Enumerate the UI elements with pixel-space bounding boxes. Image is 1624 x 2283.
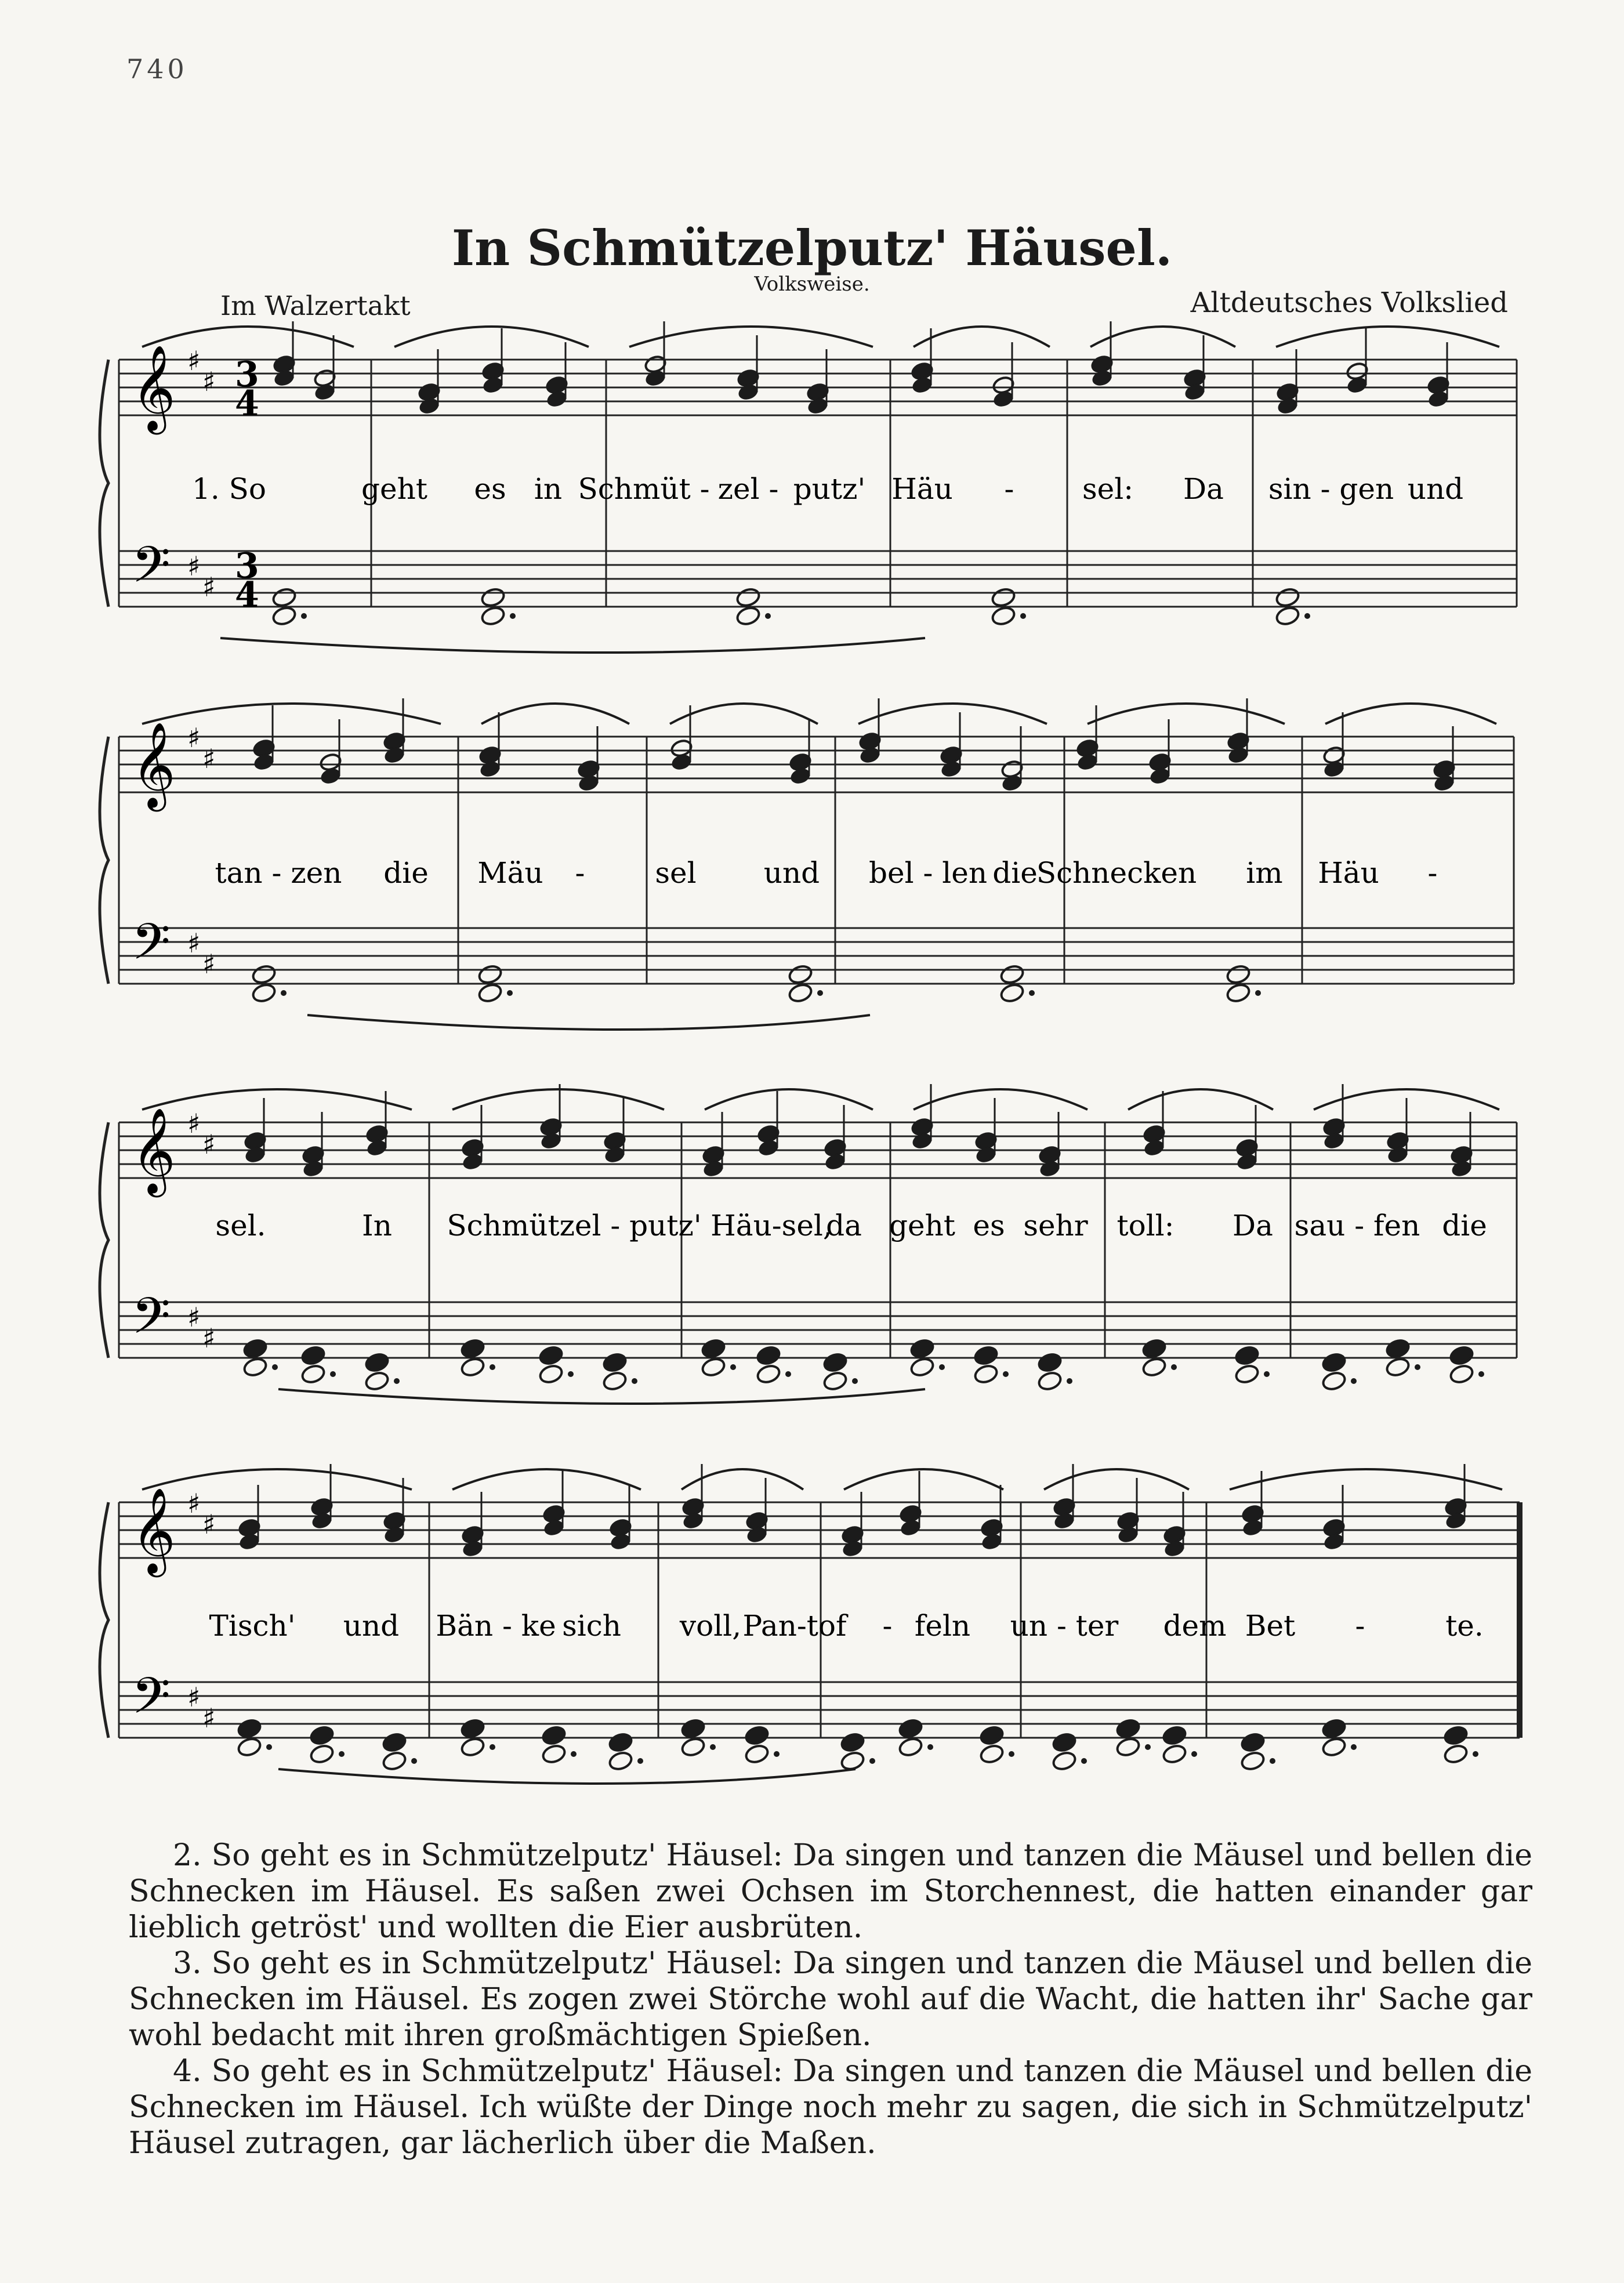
augmentation-dot: [571, 1751, 577, 1757]
bass-note-head: [979, 1743, 1005, 1764]
lyric-syllable: Da: [1183, 472, 1224, 506]
slur: [913, 327, 1050, 347]
treble-clef: 𝄞: [132, 1107, 176, 1194]
augmentation-dot: [1009, 1751, 1014, 1757]
lyric-syllable: sel: [655, 856, 697, 890]
lyric-syllable: geht: [361, 472, 427, 506]
augmentation-dot: [765, 613, 771, 619]
bass-note-head: [898, 1717, 924, 1739]
bass-clef: 𝄢: [132, 1287, 171, 1357]
bass-note-head: [1162, 1724, 1188, 1746]
augmentation-dot: [1270, 1758, 1275, 1764]
bass-note-head: [1037, 1351, 1063, 1373]
augmentation-dot: [301, 613, 307, 619]
stanza-3: 3. So geht es in Schmützelputz' Häusel: Da singen und tanzen die Mäusel und bellen die Schnecken im Häusel. Es zogen zwei Störche wohl auf die Wacht, die hatten ihr' Sache gar wohl bedacht mit ihren großmächtigen Spießen.: [129, 1946, 1532, 2053]
augmentation-dot: [1304, 613, 1310, 619]
bass-clef: 𝄢: [132, 1666, 171, 1737]
lyric-syllable: Schmützel - putz': [447, 1209, 702, 1242]
lyric-syllable: putz': [793, 472, 866, 506]
bass-note-head: [1275, 586, 1301, 608]
bass-note-head: [1240, 1750, 1266, 1771]
augmentation-dot: [1473, 1751, 1478, 1757]
lyric-syllable: Häu-sel,: [710, 1209, 832, 1242]
slur: [142, 1469, 412, 1490]
augmentation-dot: [490, 1364, 495, 1370]
augmentation-dot: [785, 1371, 791, 1377]
bass-note-head: [364, 1351, 390, 1373]
bass-note-head: [480, 605, 506, 626]
bass-note-head: [999, 982, 1025, 1003]
bass-note-head: [1385, 1356, 1411, 1378]
key-signature-sharp: ♯: [187, 550, 201, 582]
slur: [481, 704, 629, 724]
lyric-syllable: toll:: [1116, 1209, 1174, 1242]
bass-note-head: [1385, 1338, 1411, 1359]
bass-note-head: [460, 1338, 486, 1359]
bass-note-head: [242, 1338, 269, 1359]
bass-note-head: [991, 586, 1017, 608]
lyric-syllable: und: [1407, 472, 1464, 506]
slur: [629, 327, 873, 347]
bass-note-head: [735, 605, 762, 626]
lyric-syllable: tan - zen: [215, 856, 342, 890]
bass-note-head: [382, 1731, 408, 1753]
bass-note-head: [1321, 1370, 1347, 1391]
slur: [452, 1089, 664, 1110]
bass-note-head: [460, 1736, 486, 1757]
stanza-4: 4. So geht es in Schmützelputz' Häusel: Da singen und tanzen die Mäusel und bellen die Schnecken im Häusel. Ich wüßte der Dinge noch mehr zu sagen, die sich in Schmützelputz' Häusel zutragen, gar lächerlich über die Maßen.: [129, 2054, 1532, 2161]
bass-note-head: [602, 1351, 628, 1373]
lyric-syllable: sel:: [1082, 472, 1134, 506]
lyric-syllable: sich: [562, 1609, 621, 1643]
bass-note-head: [973, 1363, 999, 1385]
system-brace: [100, 1502, 108, 1738]
lyric-syllable: es: [474, 472, 506, 506]
slur: [1128, 1089, 1273, 1110]
lyric-syllable: feln: [914, 1609, 971, 1643]
lyric-syllable: bel - len: [868, 856, 988, 890]
augmentation-dot: [1081, 1758, 1087, 1764]
augmentation-dot: [1351, 1744, 1357, 1750]
bass-note-head: [680, 1736, 706, 1757]
augmentation-dot: [330, 1371, 336, 1377]
slur: [1325, 704, 1496, 724]
slur: [682, 1469, 803, 1490]
lyric-syllable: die: [992, 856, 1038, 890]
bass-note-head: [1449, 1345, 1475, 1366]
bass-note-head: [237, 1736, 263, 1757]
song-attribution: Altdeutsches Volkslied: [1190, 287, 1508, 319]
key-signature-sharp: ♯: [202, 1702, 216, 1734]
slur: [705, 1089, 873, 1110]
key-signature-sharp: ♯: [187, 722, 201, 753]
slur: [1088, 704, 1285, 724]
bass-note-head: [1115, 1736, 1141, 1757]
slur: [913, 1089, 1088, 1110]
lyric-syllable: Da: [1232, 1209, 1273, 1242]
bass-note-head: [744, 1743, 770, 1764]
key-signature-sharp: ♯: [202, 1322, 216, 1354]
treble-clef: 𝄞: [132, 722, 176, 808]
key-signature-sharp: ♯: [202, 1129, 216, 1160]
augmentation-dot: [272, 1364, 278, 1370]
lyric-syllable: sehr: [1023, 1209, 1088, 1242]
augmentation-dot: [339, 1751, 345, 1757]
slur: [670, 704, 818, 724]
key-signature-sharp: ♯: [187, 1302, 201, 1333]
bass-note-head: [251, 963, 277, 985]
bass-note-head: [1321, 1717, 1347, 1739]
lyric-syllable: es: [973, 1209, 1005, 1242]
bass-note-head: [744, 1724, 770, 1746]
key-signature-sharp: ♯: [187, 1108, 201, 1139]
bass-note-head: [1234, 1345, 1260, 1366]
bass-note-head: [1052, 1731, 1078, 1753]
augmentation-dot: [266, 1744, 272, 1750]
lyric-syllable: Tisch': [209, 1609, 296, 1643]
bass-note-head: [991, 605, 1017, 626]
lyric-syllable: -: [1355, 1609, 1365, 1643]
bass-note-head: [822, 1351, 849, 1373]
slur: [142, 327, 354, 347]
bass-note-head: [1321, 1736, 1347, 1757]
bass-note-head: [1234, 1363, 1260, 1385]
augmentation-dot: [852, 1378, 858, 1384]
lyric-syllable: voll,: [679, 1609, 742, 1643]
bass-note-head: [480, 586, 506, 608]
bass-note-head: [1449, 1363, 1475, 1385]
lyric-syllable: -: [1004, 472, 1014, 506]
bass-note-head: [237, 1717, 263, 1739]
bass-note-head: [756, 1363, 782, 1385]
bass-note-head: [1275, 605, 1301, 626]
lyric-syllable: im: [1246, 856, 1283, 890]
stanzas: [129, 1838, 1532, 2161]
bass-note-head: [1115, 1717, 1141, 1739]
bass-note-head: [271, 586, 298, 608]
bass-note-head: [701, 1356, 727, 1378]
bass-note-head: [909, 1356, 936, 1378]
augmentation-dot: [1191, 1751, 1197, 1757]
bass-note-head: [979, 1724, 1005, 1746]
lyric-syllable: Schnecken: [1036, 856, 1197, 890]
bass-note-head: [364, 1370, 390, 1391]
bass-note-head: [680, 1717, 706, 1739]
bass-note-head: [460, 1356, 486, 1378]
lyric-syllable: -: [1427, 856, 1438, 890]
key-signature-sharp: ♯: [202, 571, 216, 603]
bass-note-head: [608, 1750, 634, 1771]
bass-note-head: [822, 1370, 849, 1391]
slur: [142, 704, 441, 724]
bass-note-head: [788, 982, 814, 1003]
lyric-syllable: die: [1442, 1209, 1487, 1242]
bass-note-head: [242, 1356, 269, 1378]
bass-note-head: [541, 1724, 567, 1746]
bass-note-head: [756, 1345, 782, 1366]
system-brace: [100, 360, 108, 607]
augmentation-dot: [1029, 990, 1035, 996]
bass-note-head: [1226, 982, 1252, 1003]
lyric-syllable: sau - fen: [1294, 1209, 1420, 1242]
augmentation-dot: [1264, 1371, 1270, 1377]
augmentation-dot: [817, 990, 823, 996]
bass-note-head: [271, 605, 298, 626]
key-signature-sharp: ♯: [187, 1488, 201, 1519]
bass-note-head: [973, 1345, 999, 1366]
key-signature-sharp: ♯: [202, 1509, 216, 1540]
lyric-syllable: -: [575, 856, 585, 890]
lyric-syllable: dem: [1163, 1609, 1227, 1643]
bass-clef: 𝄢: [132, 535, 171, 606]
augmentation-dot: [1067, 1378, 1072, 1384]
key-signature-sharp: ♯: [202, 366, 216, 397]
augmentation-dot: [507, 990, 513, 996]
lyric-syllable: te.: [1445, 1609, 1484, 1643]
slur: [452, 1469, 641, 1490]
lyric-syllable: Häu: [891, 472, 953, 506]
key-signature-sharp: ♯: [202, 948, 216, 980]
augmentation-dot: [411, 1758, 417, 1764]
bass-note-head: [460, 1717, 486, 1739]
bass-note-head: [1037, 1370, 1063, 1391]
augmentation-dot: [568, 1371, 574, 1377]
lyric-syllable: Bän - ke: [436, 1609, 556, 1643]
bass-note-head: [309, 1724, 335, 1746]
augmentation-dot: [1145, 1744, 1151, 1750]
lyric-syllable: 1. So: [192, 472, 266, 506]
lyric-syllable: sin - gen: [1268, 472, 1394, 506]
augmentation-dot: [1003, 1371, 1009, 1377]
tie: [278, 1389, 925, 1404]
stanza-2: 2. So geht es in Schmützelputz' Häusel: Da singen und tanzen die Mäusel und bellen die Schnecken im Häusel. Es saßen zwei Ochsen im Storchennest, die hatten einander gar lieblich getröst' und wollten die Eier ausbrüten.: [129, 1838, 1532, 1945]
bass-clef: 𝄢: [132, 912, 171, 983]
augmentation-dot: [632, 1378, 637, 1384]
song-subtitle: Volksweise.: [754, 273, 870, 296]
key-signature-sharp: ♯: [187, 345, 201, 376]
augmentation-dot: [1171, 1364, 1177, 1370]
bass-note-head: [1321, 1351, 1347, 1373]
system-brace: [100, 737, 108, 984]
augmentation-dot: [730, 1364, 736, 1370]
bass-note-head: [538, 1345, 564, 1366]
bass-note-head: [898, 1736, 924, 1757]
treble-clef: 𝄞: [132, 345, 176, 431]
key-signature-sharp: ♯: [202, 743, 216, 774]
tie: [307, 1015, 870, 1030]
system-brace: [100, 1122, 108, 1358]
tie: [278, 1769, 855, 1784]
key-signature-sharp: ♯: [187, 1682, 201, 1713]
bass-note-head: [1052, 1750, 1078, 1771]
tie: [220, 638, 925, 653]
bass-note-head: [735, 586, 762, 608]
slur: [394, 327, 589, 347]
bass-note-head: [1240, 1731, 1266, 1753]
augmentation-dot: [710, 1744, 716, 1750]
augmentation-dot: [1415, 1364, 1420, 1370]
page-number: 740: [126, 53, 188, 85]
bass-note-head: [840, 1731, 866, 1753]
treble-clef: 𝄞: [132, 1487, 176, 1574]
lyric-syllable: und: [763, 856, 820, 890]
time-signature-treble: 3: [235, 354, 259, 395]
augmentation-dot: [1255, 990, 1261, 996]
augmentation-dot: [394, 1378, 400, 1384]
lyric-syllable: Häu: [1318, 856, 1379, 890]
lyric-syllable: -: [882, 1609, 893, 1643]
augmentation-dot: [869, 1758, 875, 1764]
bass-note-head: [909, 1338, 936, 1359]
bass-note-head: [788, 963, 814, 985]
tempo-marking: Im Walzertakt: [220, 290, 411, 321]
time-signature-treble: 4: [235, 383, 259, 424]
bass-note-head: [300, 1345, 327, 1366]
augmentation-dot: [490, 1744, 495, 1750]
lyric-syllable: und: [343, 1609, 400, 1643]
augmentation-dot: [510, 613, 516, 619]
slur: [1276, 327, 1499, 347]
slur: [858, 704, 1047, 724]
bass-note-head: [251, 982, 277, 1003]
augmentation-dot: [927, 1744, 933, 1750]
augmentation-dot: [1351, 1378, 1357, 1384]
time-signature-bass: 4: [235, 575, 259, 615]
lyric-syllable: Mäu: [477, 856, 543, 890]
lyric-syllable: Schmüt -: [578, 472, 710, 506]
lyric-syllable: In: [362, 1209, 392, 1242]
augmentation-dot: [1478, 1371, 1484, 1377]
time-signature-bass: 3: [235, 546, 259, 586]
bass-note-head: [1443, 1743, 1469, 1764]
bass-note-head: [1141, 1338, 1168, 1359]
lyric-syllable: geht: [889, 1209, 955, 1242]
bass-note-head: [999, 963, 1025, 985]
bass-note-head: [602, 1370, 628, 1391]
bass-note-head: [1141, 1356, 1168, 1378]
augmentation-dot: [939, 1364, 945, 1370]
lyric-syllable: sel.: [215, 1209, 266, 1242]
bass-note-head: [541, 1743, 567, 1764]
bass-note-head: [309, 1743, 335, 1764]
lyric-syllable: in: [534, 472, 563, 506]
slur: [844, 1469, 1003, 1490]
augmentation-dot: [637, 1758, 643, 1764]
bass-note-head: [300, 1363, 327, 1385]
slur: [1090, 327, 1235, 347]
lyric-syllable: zel -: [717, 472, 779, 506]
key-signature-sharp: ♯: [187, 927, 201, 959]
song-title: In Schmützelputz' Häusel.: [451, 219, 1173, 277]
bass-note-head: [608, 1731, 634, 1753]
lyric-syllable: un - ter: [1010, 1609, 1119, 1643]
augmentation-dot: [1020, 613, 1026, 619]
lyric-syllable: Pan-tof: [742, 1609, 847, 1643]
bass-note-head: [1226, 963, 1252, 985]
bass-note-head: [1443, 1724, 1469, 1746]
bass-note-head: [477, 982, 503, 1003]
slur: [1230, 1469, 1502, 1490]
bass-note-head: [1162, 1743, 1188, 1764]
lyric-syllable: Bet: [1245, 1609, 1296, 1643]
augmentation-dot: [774, 1751, 780, 1757]
lyric-syllable: die: [383, 856, 429, 890]
bass-note-head: [477, 963, 503, 985]
bass-note-head: [538, 1363, 564, 1385]
slur: [1044, 1469, 1189, 1490]
bass-note-head: [382, 1750, 408, 1771]
slur: [142, 1089, 412, 1110]
bass-note-head: [701, 1338, 727, 1359]
lyric-syllable: da: [826, 1209, 862, 1242]
augmentation-dot: [281, 990, 287, 996]
